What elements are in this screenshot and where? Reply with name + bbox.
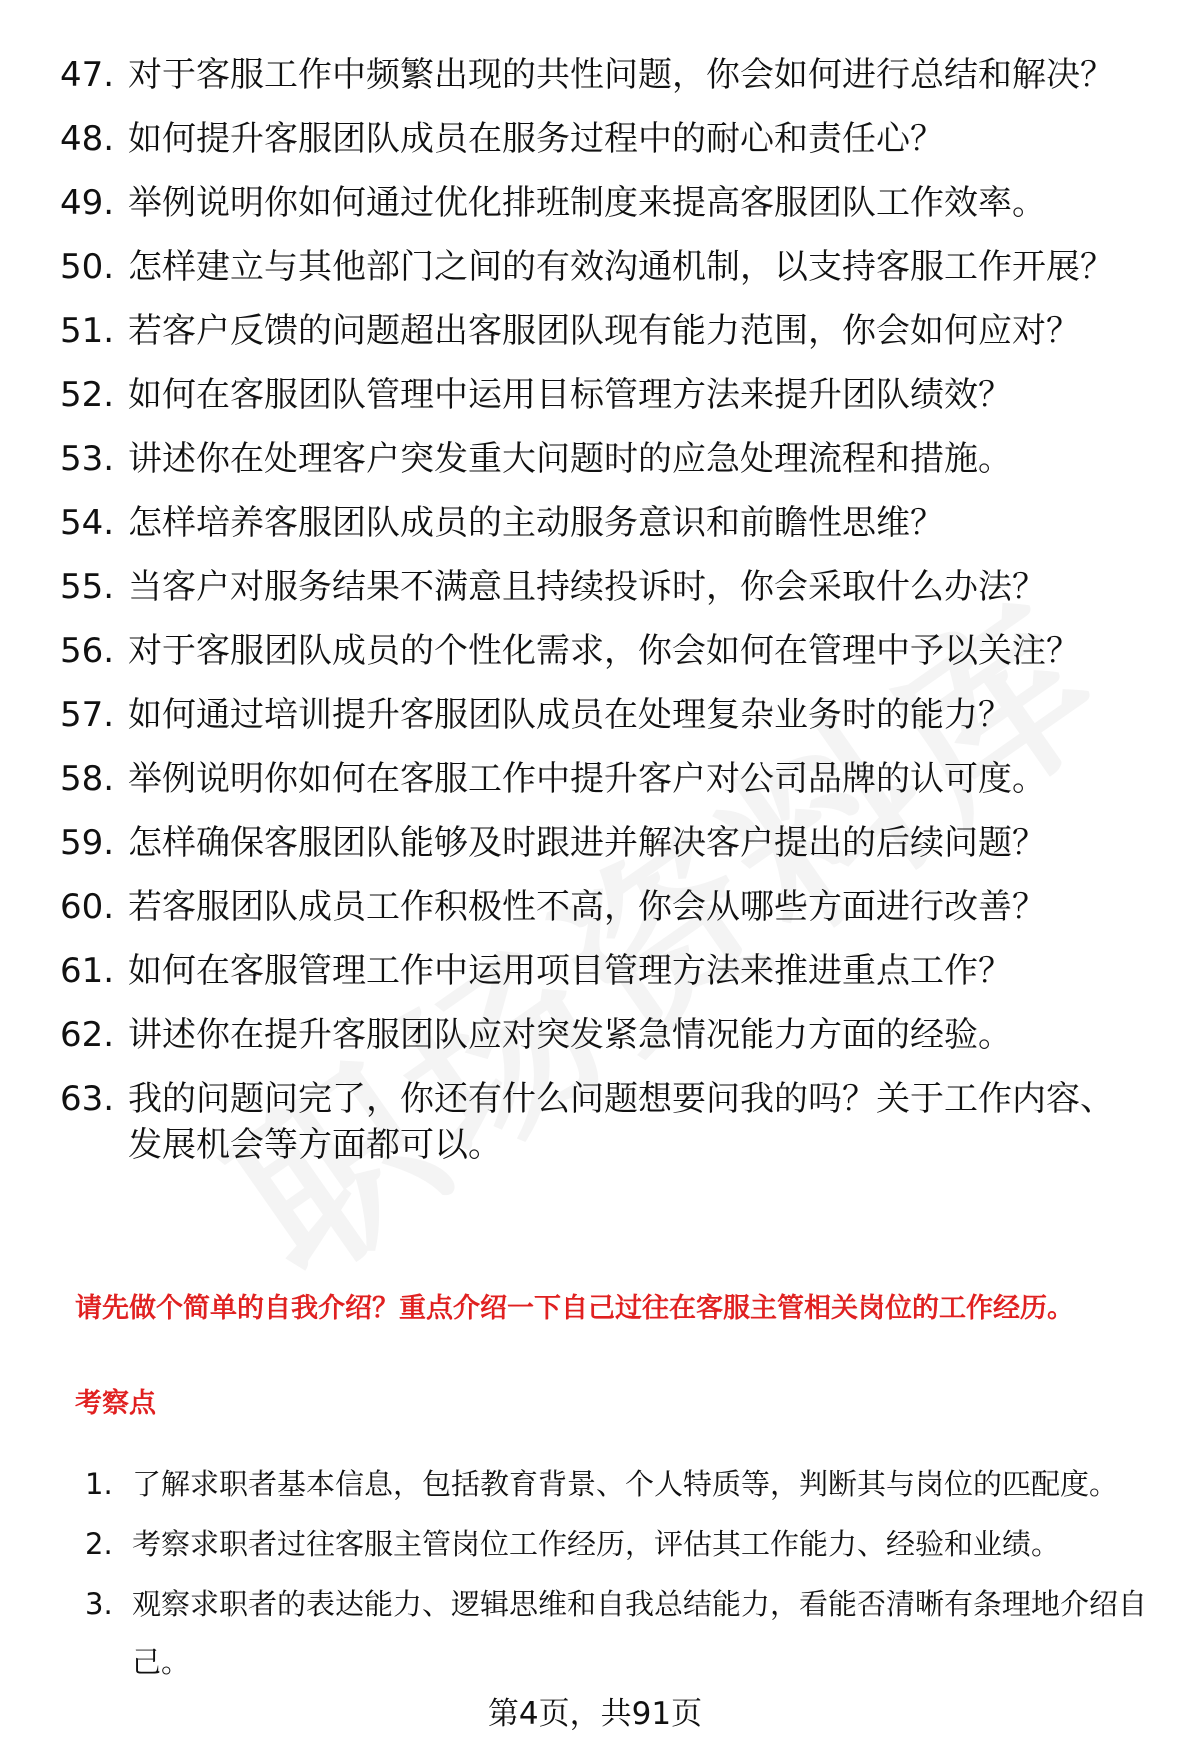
- question-item: [60, 116, 1145, 162]
- question-text: 对于客服团队成员的个性化需求，你会如何在管理中予以关注？: [128, 631, 1080, 671]
- question-number: 57.: [60, 695, 115, 735]
- question-item: [60, 1076, 1145, 1168]
- point-number: 1.: [85, 1467, 113, 1501]
- question-text: 怎样建立与其他部门之间的有效沟通机制，以支持客服工作开展？: [128, 247, 1114, 287]
- question-text: 怎样培养客服团队成员的主动服务意识和前瞻性思维？: [128, 503, 944, 543]
- assessment-point: [85, 1455, 1150, 1513]
- question-text: 若客户反馈的问题超出客服团队现有能力范围，你会如何应对？: [128, 311, 1080, 351]
- question-item: [60, 308, 1145, 354]
- question-text: 举例说明你如何在客服工作中提升客户对公司品牌的认可度。: [128, 759, 1046, 799]
- section-heading: 请先做个简单的自我介绍？重点介绍一下自己过往在客服主管相关岗位的工作经历。: [75, 1293, 1074, 1324]
- question-number: 58.: [60, 759, 115, 799]
- question-number: 50.: [60, 247, 115, 287]
- point-text: 考察求职者过往客服主管岗位工作经历，评估其工作能力、经验和业绩。: [132, 1527, 1061, 1561]
- assessment-point-list: [85, 1455, 1150, 1693]
- question-text: 我的问题问完了，你还有什么问题想要问我的吗？关于工作内容、发展机会等方面都可以。: [128, 1079, 1114, 1165]
- question-number: 60.: [60, 887, 115, 927]
- question-list: [60, 52, 1145, 1186]
- question-number: 56.: [60, 631, 115, 671]
- question-item: [60, 436, 1145, 482]
- page-number: 第4页，共91页: [487, 1696, 703, 1732]
- question-text: 如何在客服团队管理中运用目标管理方法来提升团队绩效？: [128, 375, 1012, 415]
- question-item: [60, 372, 1145, 418]
- question-number: 62.: [60, 1015, 115, 1055]
- assessment-points-heading: 考察点: [75, 1388, 156, 1419]
- question-text: 怎样确保客服团队能够及时跟进并解决客户提出的后续问题？: [128, 823, 1046, 863]
- question-text: 讲述你在处理客户突发重大问题时的应急处理流程和措施。: [128, 439, 1012, 479]
- question-item: [60, 820, 1145, 866]
- question-text: 如何提升客服团队成员在服务过程中的耐心和责任心？: [128, 119, 944, 159]
- question-item: [60, 1012, 1145, 1058]
- question-number: 61.: [60, 951, 115, 991]
- question-number: 55.: [60, 567, 115, 607]
- question-number: 48.: [60, 119, 115, 159]
- question-text: 若客服团队成员工作积极性不高，你会从哪些方面进行改善？: [128, 887, 1046, 927]
- point-number: 3.: [85, 1587, 113, 1621]
- question-text: 如何在客服管理工作中运用项目管理方法来推进重点工作？: [128, 951, 1012, 991]
- question-item: [60, 500, 1145, 546]
- question-number: 51.: [60, 311, 115, 351]
- question-text: 举例说明你如何通过优化排班制度来提高客服团队工作效率。: [128, 183, 1046, 223]
- assessment-point: [85, 1515, 1150, 1573]
- question-number: 63.: [60, 1079, 115, 1119]
- question-item: [60, 180, 1145, 226]
- question-text: 当客户对服务结果不满意且持续投诉时，你会采取什么办法？: [128, 567, 1046, 607]
- question-number: 47.: [60, 55, 115, 95]
- question-number: 49.: [60, 183, 115, 223]
- question-number: 54.: [60, 503, 115, 543]
- question-number: 59.: [60, 823, 115, 863]
- question-item: [60, 948, 1145, 994]
- question-item: [60, 756, 1145, 802]
- question-number: 53.: [60, 439, 115, 479]
- assessment-point: [85, 1575, 1150, 1691]
- point-number: 2.: [85, 1527, 113, 1561]
- question-item: [60, 52, 1145, 98]
- question-item: [60, 884, 1145, 930]
- question-text: 如何通过培训提升客服团队成员在处理复杂业务时的能力？: [128, 695, 1012, 735]
- question-item: [60, 564, 1145, 610]
- point-text: 了解求职者基本信息，包括教育背景、个人特质等，判断其与岗位的匹配度。: [132, 1467, 1119, 1501]
- question-text: 对于客服工作中频繁出现的共性问题，你会如何进行总结和解决？: [128, 55, 1114, 95]
- question-item: [60, 244, 1145, 290]
- question-number: 52.: [60, 375, 115, 415]
- question-item: [60, 628, 1145, 674]
- point-text: 观察求职者的表达能力、逻辑思维和自我总结能力，看能否清晰有条理地介绍自己。: [132, 1587, 1148, 1679]
- question-item: [60, 692, 1145, 738]
- question-text: 讲述你在提升客服团队应对突发紧急情况能力方面的经验。: [128, 1015, 1012, 1055]
